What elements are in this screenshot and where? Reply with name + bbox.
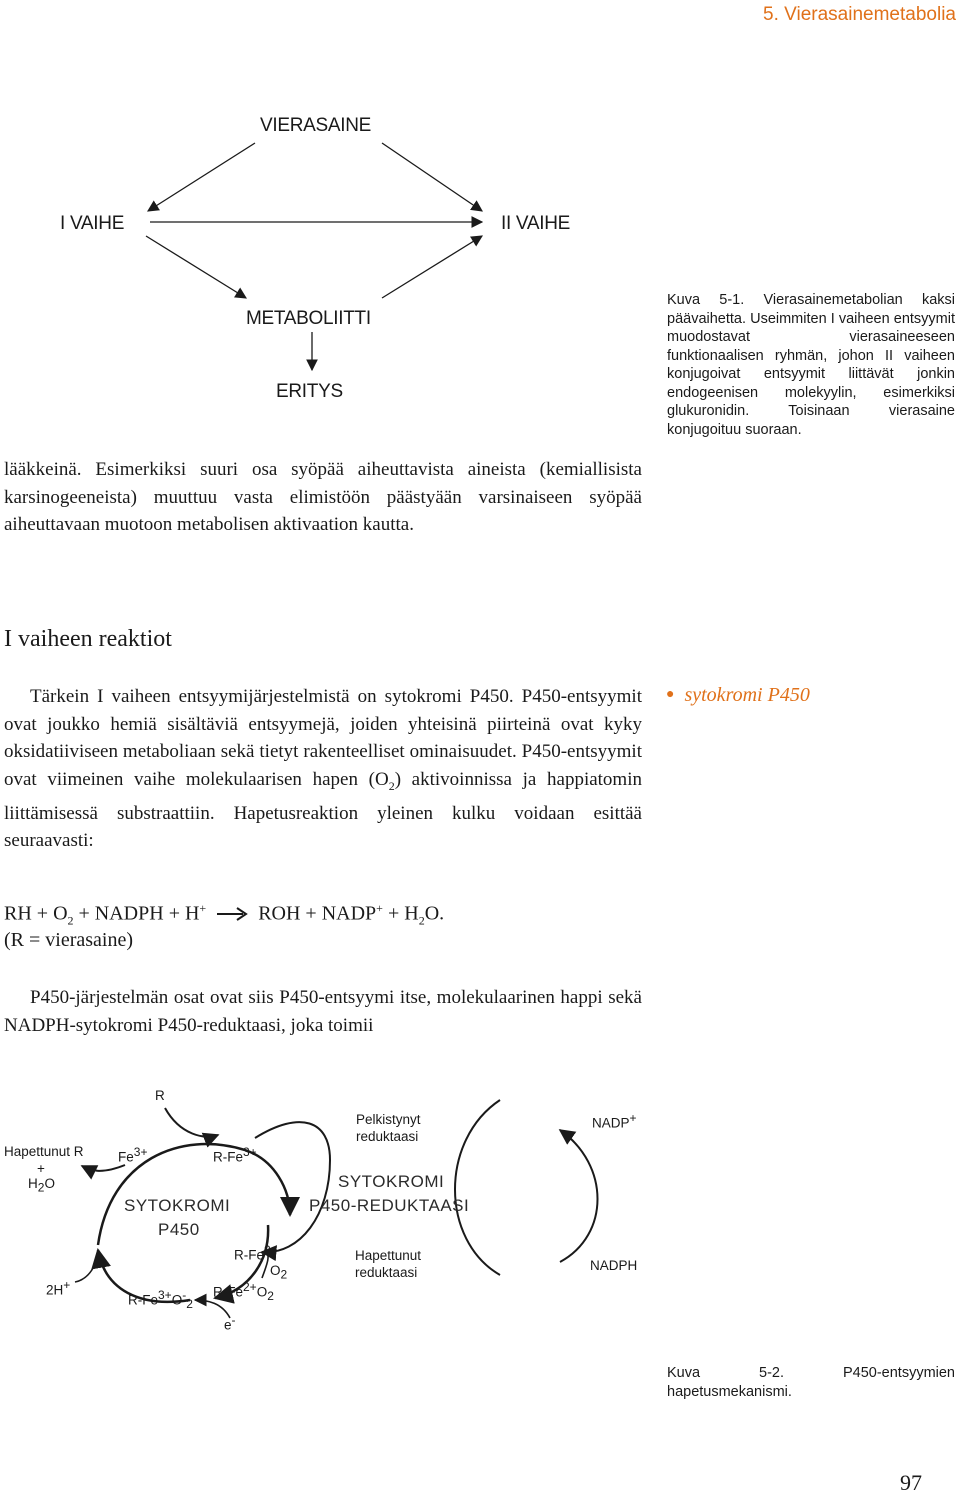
label-vierasaine: VIERASAINE xyxy=(260,115,372,136)
fig2-nadp: NADP+ xyxy=(592,1111,637,1131)
fig2-electron: e- xyxy=(224,1313,236,1333)
reductase-arc xyxy=(455,1100,500,1275)
page-number: 97 xyxy=(900,1470,922,1495)
fig2-r-fe2-o2: $R-Fe^{2+}O_2$ xyxy=(213,1280,274,1304)
fig2-reduktaasi-1: reduktaasi xyxy=(356,1129,419,1144)
label-i-vaihe: I VAIHE xyxy=(60,213,125,234)
figure1-caption: Kuva 5-1. Vierasainemetabolian kaksi päävaihetta. Useimmiten I vaiheen entsyymit muodostavat vierasaineeseen funktionaalisen ryhmän, johon II vaiheen konjugoivat entsyymit liittävät jonkin endogeenisen molekyylin, esimerkiksi glukuronidin. Toisinaan vierasaine konjugoituu suoraan. xyxy=(667,292,955,438)
fig2-p450: P450 xyxy=(158,1220,200,1239)
section-heading: I vaiheen reaktiot xyxy=(4,626,172,652)
fig2-o2: $O_2$ xyxy=(270,1263,288,1282)
substrate-in-arrow xyxy=(165,1108,218,1137)
margin-note-text: sytokromi P450 xyxy=(684,684,810,706)
product-out-arrow xyxy=(82,1165,125,1171)
paragraph-2-text: P450-järjestelmän osat ovat siis P450-entsyymi itse, molekulaarinen happi sekä NADPH-sytokromi P450-reduktaasi, joka toimii xyxy=(4,987,642,1036)
fig2-sytokromi: SYTOKROMI xyxy=(124,1196,231,1215)
proton-in-arrow xyxy=(75,1262,96,1282)
fig2-pelkistynyt: Pelkistynyt xyxy=(356,1112,421,1127)
label-eritys: ERITYS xyxy=(276,381,343,402)
nadph-arc xyxy=(560,1130,598,1262)
reaction-equation: RH + $O_2$ + NADPH + H+ ROH + NADP+ + $H_2O$. xyxy=(4,901,445,928)
fig2-hapettunut-r: Hapettunut R xyxy=(4,1144,84,1159)
fig2-r-fe3-superoxide: $R-Fe^{3+}O^-_2$ xyxy=(128,1288,193,1312)
fig2-water: $H_2O$ xyxy=(28,1176,55,1195)
fig2-reductase-title-1: SYTOKROMI xyxy=(338,1172,445,1191)
intro-paragraph-text: lääkkeinä. Esimerkiksi suuri osa syöpää aiheuttavista aineista (kemiallisista karsinogeeneista) muuttuu vasta elimistöön päästyään varsinaiseen syöpää aiheuttavaan muotoon metabolisen aktivaation kautta. xyxy=(4,459,642,535)
fig2-reduktaasi-2: reduktaasi xyxy=(355,1265,418,1280)
equation-note: (R = vierasaine) xyxy=(4,929,134,951)
fig2-hapettunut: Hapettunut xyxy=(355,1248,422,1263)
label-ii-vaihe: II VAIHE xyxy=(501,213,571,234)
section-paragraph-text: Tärkein I vaiheen entsyymijärjestelmistä on sytokromi P450. P450-entsyymit ovat joukko hemiä sisältäviä entsyymejä, joiden yhteisinä piirteinä ovat kyky oksidatiiviseen metaboliaan sekä tietyt rakenteelliset ominaisuudet. P450-entsyymit ovat viimeinen vaihe molekulaarisen hapen $(O_2)$ aktivoinnissa ja happiatomin liittämisessä substraattiin. Hapetusreaktion yleinen kulku voidaan esittää seuraavasti: xyxy=(4,686,642,852)
figure2-caption: Kuva 5-2. P450-entsyymien hapetusmekanismi. xyxy=(667,1365,955,1400)
margin-note: ● sytokromi P450 xyxy=(666,684,810,706)
fig2-r-fe3: $R-Fe^{3+}$ xyxy=(213,1145,257,1165)
fig2-r: R xyxy=(155,1088,165,1103)
fig2-fe3: $Fe^{3+}$ xyxy=(118,1145,148,1165)
reductase-transfer-arc xyxy=(255,1122,330,1252)
fig2-plus: + xyxy=(37,1161,45,1176)
fig2-nadph: NADPH xyxy=(590,1258,638,1273)
label-metaboliitti: METABOLIITTI xyxy=(246,308,371,329)
fig2-2h: 2H+ xyxy=(46,1278,71,1298)
fig2-r-fe2: $R-Fe^{2+}$ xyxy=(234,1243,278,1263)
fig2-reductase-title-2: P450-REDUKTAASI xyxy=(309,1196,470,1215)
chapter-header: 5. Vierasainemetabolia xyxy=(763,4,956,25)
